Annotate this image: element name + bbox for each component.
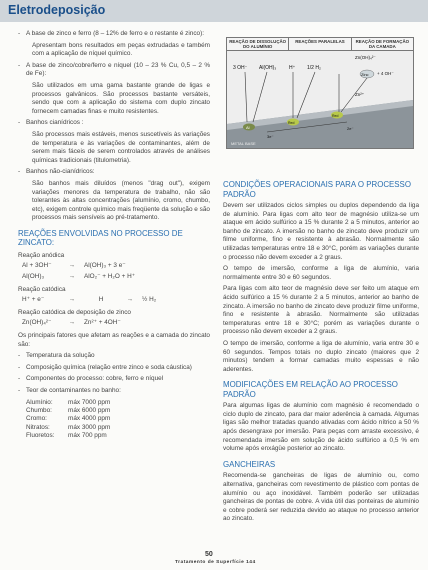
label-zn2: Zn²⁺ <box>355 92 365 97</box>
diagram-col-parallel: REAÇÕES PARALELAS <box>288 38 350 50</box>
arrow-line <box>253 72 267 122</box>
bullet-zinc-copper: - A base de zinco/cobre/ferro e níquel (10 – 23 % Cu, 0,5 – 2 % de Fe): <box>18 62 210 79</box>
label-h: H⁺ <box>289 65 296 71</box>
contaminant-row: Fluoretos: máx 700 ppm <box>26 432 107 440</box>
diagram-header <box>227 38 413 51</box>
racks-paragraph: Recomenda-se gancheiras de ligas de alumínio ou, como alternativa, gancheiras com revestimento de plástico com pontas de alumínio ou aço inoxidável. Também poderão ser utilizadas gancheiras de pontas de cobre. A vida útil das ponteiras de alumínio e cobre poderá ser reduzida devido ao ataque no processo anterior ao zincato. <box>223 472 419 523</box>
bullet-zinc-iron: - A base de zinco e ferro (8 – 12% de ferro e o restante é zinco): <box>18 30 210 39</box>
bullet-cyanide-text: São processos mais estáveis, menos suscetíveis às variações de temperatura e às variações de contaminantes, além de serem mais fáceis de serem controlados através de análises químicas tradicionais (titulometria). <box>32 130 210 164</box>
diagram-col-formation: REAÇÃO DE FORMAÇÃO DA CAMADA <box>351 38 413 50</box>
reaction-4: Zn(OH)₄²⁻ → Zn²⁺ + 4OH⁻ <box>22 319 121 327</box>
factor-temperature: - Temperatura da solução <box>18 352 210 361</box>
label-h2: 1/2 H₂ <box>307 65 321 71</box>
conditions-paragraph-1: Devem ser utilizados ciclos simples ou duplos dependendo da liga de alumínio. Para ligas com alto teor de magnésio utiliza-se um ataque em ácido sulfúrico a 15 % durante 2 a 5 minutos, anterior ao banho de zincato. A imersão no banho de zincato deve produzir um filme uniforme, fino e resistente à abrasão. Normalmente são utilizadas temperaturas entre 18 e 30°C, porém as variações durante o processo não devem exceder a 2 graus. <box>223 202 419 261</box>
diagram-col-dissolution: REAÇÃO DE DISSOLUÇÃO DO ALUMÍNIO <box>229 39 287 50</box>
label-3e: 3e⁻ <box>267 134 274 139</box>
factor-components: - Componentes do processo: cobre, ferro e níquel <box>18 375 210 384</box>
bullet-non-cyanide-text: São banhos mais diluídos (menos "drag out"), exigem variações menores da temperatura de trabalho, não são tolerantes às altas concentrações (alumínio, cromo, chumbo, etc), exigem controle químico mais freqüente da solução e são processos mais sensíveis ao pré-tratamento. <box>32 179 210 222</box>
heading-operating-conditions: CONDIÇÕES OPERACIONAIS PARA O PROCESSO PADRÃO <box>223 180 411 199</box>
contaminant-row: Cromo: máx 4000 ppm <box>26 415 111 423</box>
label-red-2: Red <box>332 114 339 118</box>
left-column <box>18 30 210 441</box>
reaction-1: Al + 3OH⁻ → Al(OH)₃ + 3 e⁻ <box>22 262 126 270</box>
label-znoh4: Zn(OH)₄²⁻ <box>355 55 376 60</box>
reaction-2: Al(OH)₃ → AlO₂⁻ + H₂O + H⁺ <box>22 273 136 281</box>
conditions-paragraph-3: Para ligas com alto teor de magnésio deve ser feito um ataque em ácido sulfúrico a 15 % durante 2 a 5 minutos, anterior ao banho de zincato. A imersão no banho de zincato deve produzir filme uniforme, fino e resistente à abrasão. Normalmente são utilizadas temperaturas entre 18 e 30°C; porém as variações durante o processo não devem exceder a 2 graus. <box>223 285 419 336</box>
magazine-name: Tratamento de Superfície 144 <box>175 560 256 565</box>
conditions-paragraph-2: O tempo de imersão, conforme a liga de alumínio, varia normalmente entre 30 e 60 segundos. <box>223 265 419 281</box>
conditions-paragraph-4: O tempo de imersão, conforme a liga de alumínio, varia entre 30 e 60 segundos. Tempos totais no duplo zincato (maiores que 2 minutos) tendem a formar camadas muito espessas e não aderentes. <box>223 339 419 373</box>
bullet-cyanide: - Banhos cianídricos : <box>18 119 210 128</box>
label-4oh: + 4 OH⁻ <box>377 71 394 76</box>
zinc-deposition-label: Reação catódica de deposição de zinco <box>18 308 131 316</box>
section-title: Eletrodeposição <box>8 3 106 17</box>
diagram-graphic <box>227 52 413 148</box>
bullet-zinc-iron-text: Apresentam bons resultados em peças extrudadas e também com a aplicação de níquel químico. <box>32 41 210 58</box>
factor-composition: - Composição química (relação entre zinco e soda cáustica) <box>18 364 210 373</box>
anodic-label: Reação anódica <box>18 251 65 259</box>
page-header <box>0 0 428 22</box>
modifications-paragraph: Para algumas ligas de alumínio com magnésio é recomendado o ciclo duplo de zincato, para dar maior aderência à camada. Algumas ligas são melhor tratadas quando ativadas com ácido nítrico a 50 % após desengraxe por imersão. Para peças com arraste excessivo, é recomendada imersão em solução de ácido sulfúrico a 0,5 % em volume após enxágüe posterior ao zincato. <box>223 402 419 453</box>
bullet-non-cyanide: - Banhos não-cianídricos: <box>18 168 210 177</box>
reaction-3: H⁺ + e⁻ → H → ½ H₂ <box>22 296 157 304</box>
label-red: Red <box>288 121 295 125</box>
factors-intro: Os principais fatores que afetam as reações e a camada do zincato são: <box>18 332 210 348</box>
label-aloh3: Al(OH)₃ <box>259 65 277 71</box>
factor-contaminants: - Teor de contaminantes no banho: <box>18 387 210 396</box>
label-metal-base: METAL BASE <box>231 141 256 146</box>
contaminant-row: Nitratos: máx 3000 ppm <box>26 423 111 431</box>
bullet-zinc-copper-text: São utilizados em uma gama bastante grande de ligas e processos galvânicos. São processos bastante versáteis, sendo que com a aplicação do sistema com duplo zincato fornecem camadas finas e muito resistentes. <box>32 81 210 115</box>
label-zinc: Zinc <box>361 72 369 77</box>
label-al: Al <box>246 125 250 130</box>
heading-racks: GANCHEIRAS <box>223 459 276 469</box>
heading-reactions: REAÇÕES ENVOLVIDAS NO PROCESSO DE ZINCATO: <box>18 228 183 248</box>
contaminant-row: Chumbo: máx 6000 ppm <box>26 407 111 414</box>
heading-modifications: MODIFICAÇÕES EM RELAÇÃO AO PROCESSO PADRÃO <box>223 380 398 399</box>
zincate-reaction-diagram <box>226 37 414 149</box>
arrow-line <box>245 72 247 122</box>
arrow-line <box>297 72 315 118</box>
label-2e: 2e⁻ <box>347 126 354 131</box>
right-column <box>223 180 419 527</box>
label-3oh: 3 OH⁻ <box>233 65 248 71</box>
page-number: 50 <box>205 551 213 558</box>
contaminant-list <box>18 399 210 441</box>
cathodic-label: Reação catódica <box>18 285 66 293</box>
contaminant-row: Alumínio: máx 7000 ppm <box>26 398 111 406</box>
